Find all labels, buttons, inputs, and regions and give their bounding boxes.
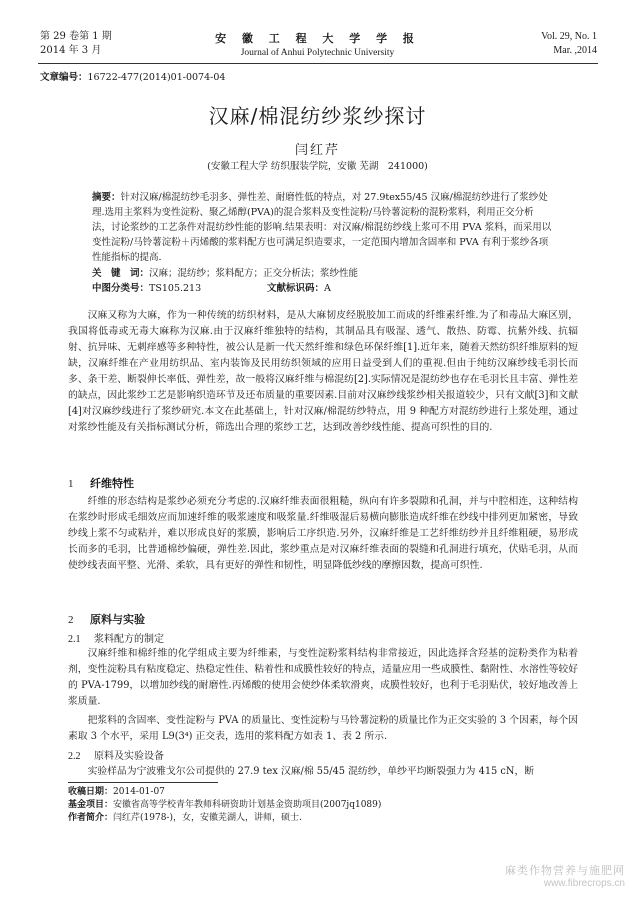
section-1-paragraph: 纤维的形态结构是浆纱必须充分考虑的.汉麻纤维表面很粗糙，纵向有许多裂隙和孔洞，并与中腔相连，这种结构在浆纱时形成毛细效应而加速纤维的吸浆速度和吸浆量.纤维吸湿后易横向膨胀造成纤维在纱线中排列更加紧密，导致纱线上浆不匀或粘并，难以形成良好的浆膜，影响后工序织造.另外，汉麻纤维是工艺纤维纺纱并且纤维粗硬，易形成长而多的毛羽，比普通棉纱偏硬，弹性差.因此，浆纱重点是对汉麻纤维表面的裂缝和孔洞进行填充，伏贴毛羽，从而使纱线表面平整、光滑、柔软，具有更好的弹性和韧性，明显降低纱线的摩擦因数，提高可织性. — [68, 496, 578, 571]
subsection-heading-2-2 — [68, 747, 164, 762]
header-divider — [38, 63, 598, 64]
abstract-text: 针对汉麻/棉混纺纱毛羽多、弹性差、耐磨性低的特点，对 27.9tex55/45 汉麻/棉混纺纱进行了浆纱处理.选用主浆料为变性淀粉、聚乙烯醇(PVA)的混合浆料及变性淀粉/马铃薯淀粉的混粉浆料，利用正交分析法，讨论浆纱的工艺条件对混纺纱性能的影响.结果表明：对汉麻/棉混纺纱线上浆可不用 PVA 浆料，而采用以变性淀粉/马铃薯淀粉＋丙烯酸的浆料配方也可满足织造要求，一定范围内增加含固率和 PVA 有利于浆纱各项性能指标的提高. — [92, 192, 552, 263]
paper-author: 闫红芹 — [294, 143, 340, 158]
clc-label: 中图分类号： — [92, 283, 150, 294]
issue-date-en: Mar. ,2014 — [553, 45, 597, 56]
intro-paragraph: 汉麻又称为大麻，作为一种传统的纺织材料，是从大麻韧皮经脱胶加工而成的纤维素纤维.为了和毒品大麻区别，我国将低毒或无毒大麻称为汉麻.由于汉麻纤维独特的结构，其制品具有吸湿、透气、散热、防霉、抗紫外线、抗辐射、抗异味、无刺痒感等多种特性，被公认是新一代天然纤维和绿色环保纤维[1].近年来，随着天然纺织纤维原料的短缺，汉麻纤维在产业用纺织品、室内装饰及民用纺织领域的应用日益受到人们的重视.但由于纯纺汉麻纱线毛羽长而多、条干差、断裂伸长率低、弹性差，故一般将汉麻纤维与棉混纺[2].实际情况是混纺纱也存在毛羽长且丰富、弹性差的缺点，因此浆纱工艺是影响织造环节及还布质量的重要因素.目前对汉麻纱线浆纱相关报道较少，只有文献[3]和文献[4]对汉麻纱线进行了浆纱研究.本文在此基础上，针对汉麻/棉混纺纱特点，用 9 种配方对混纺纱进行上浆处理，通过对浆纱性能及有关指标测试分析，筛选出合理的浆纱工艺，达到改善纱线性能、提高可织性的目的. — [68, 310, 578, 433]
keywords — [92, 266, 552, 281]
subsection-number: 2.1 — [68, 634, 81, 645]
section-heading-1 — [68, 475, 134, 491]
clc-value: TS105.213 — [149, 283, 202, 294]
classification-info — [92, 281, 552, 296]
fund-label: 基金项目： — [68, 800, 114, 810]
watermark-url: www.fibrecrops.cn — [543, 878, 625, 889]
doc-code-label: 文献标识码： — [267, 283, 325, 294]
doc-code-value: A — [324, 283, 331, 294]
volume-issue-en: Vol. 29, No. 1 — [541, 31, 597, 42]
footnote-author — [68, 812, 302, 825]
watermark-text: 麻类作物营养与施肥网 — [505, 864, 625, 877]
journal-name-en: Journal of Anhui Polytechnic University — [240, 48, 395, 58]
abstract — [92, 190, 552, 265]
subsection-2-2-paragraph: 实验样品为宁波雅戈尔公司提供的 27.9 tex 汉麻/棉 55/45 混纺纱，单纱平均断裂强力为 415 cN，断 — [87, 766, 535, 777]
article-number-value: 16722-477(2014)01-0074-04 — [87, 72, 226, 83]
section-number: 1 — [68, 478, 74, 490]
subsection-number: 2.2 — [68, 751, 81, 762]
section-title: 纤维特性 — [90, 477, 134, 490]
keywords-label: 关 键 词： — [92, 268, 150, 279]
subsection-2-1-paragraph-2: 把浆料的含固率、变性淀粉与 PVA 的质量比、变性淀粉与马铃薯淀粉的质量比作为正交实验的 3 个因素，每个因素取 3 个水平，采用 L9(3⁴) 正交表，选用的浆料配方如表 1、表 2 所示. — [68, 715, 578, 742]
section-number: 2 — [68, 614, 74, 626]
footnote-received — [68, 786, 165, 799]
subsection-title: 浆料配方的制定 — [94, 634, 164, 645]
fund-text: 安徽省高等学校青年教师科研资助计划基金资助项目(2007jq1089) — [113, 800, 382, 810]
received-date: 2014-01-07 — [113, 787, 165, 797]
footnote-fund — [68, 799, 381, 812]
paper-title: 汉麻/棉混纺纱浆纱探讨 — [208, 104, 427, 128]
section-title: 原料与实验 — [90, 613, 145, 626]
journal-name — [0, 30, 635, 58]
abstract-label: 摘要： — [92, 192, 121, 203]
author-bio-text: 闫红芹(1978-)，女，安徽芜湖人，讲师，硕士. — [113, 813, 302, 823]
received-label: 收稿日期： — [68, 787, 114, 797]
article-number — [40, 69, 225, 83]
section-heading-2 — [68, 611, 145, 627]
keywords-text: 汉麻；混纺纱；浆料配方；正交分析法；浆纱性能 — [149, 268, 359, 279]
author-bio-label: 作者简介： — [68, 813, 114, 823]
volume-issue: 第 29 卷第 1 期 — [40, 31, 112, 42]
article-number-label: 文章编号： — [40, 72, 88, 83]
footnote-divider — [68, 782, 218, 783]
journal-name-cn: 安 徽 工 程 大 学 学 报 — [215, 32, 420, 45]
subsection-2-1-paragraph-1: 汉麻纤维和棉纤维的化学组成主要为纤维素，与变性淀粉浆料结构非常接近，因此选择含羟基的淀粉类作为粘着剂，变性淀粉具有粘度稳定、热稳定性佳、粘着性和成膜性较好的特点，适量应用一些成膜性、黏附性、水溶性等较好的 PVA-1799，以增加纱线的耐磨性.丙烯酸的使用会使纱体柔软滑爽，成膜性较好，也利于毛羽贴伏，较好地改善上浆质量. — [68, 648, 578, 707]
author-affiliation: (安徽工程大学 纺织服装学院，安徽 芜湖 241000) — [207, 161, 428, 172]
issue-date: 2014 年 3 月 — [40, 45, 102, 56]
issue-info-en — [541, 30, 597, 58]
subsection-title: 原料及实验设备 — [94, 751, 164, 762]
subsection-heading-2-1 — [68, 630, 164, 645]
